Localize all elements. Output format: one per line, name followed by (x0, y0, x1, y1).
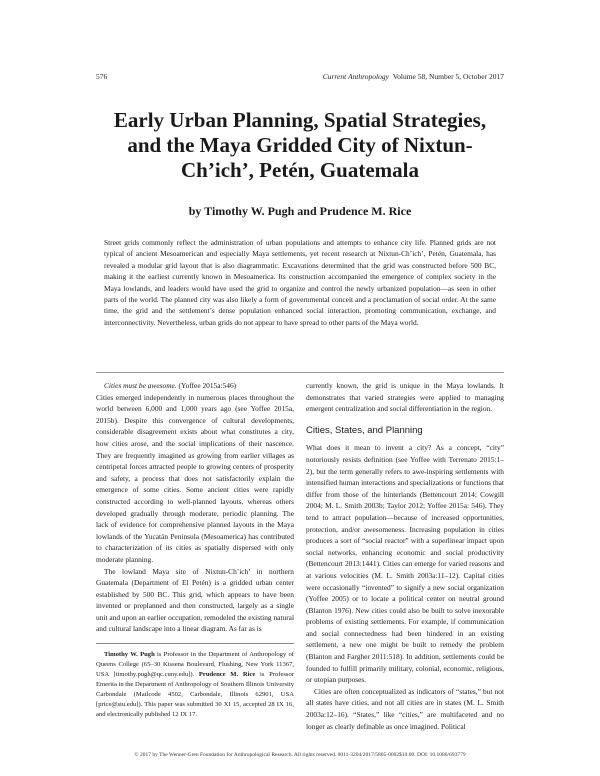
body-paragraph: The lowland Maya site of Nixtun-Ch’ich’ in northern Guatemala (Department of El Petén) is a gridded urban center established by 500 BC. This grid, which appears to have been invented or preplanned and then constructed, largely as a single unit and upon an earlier occupation, remodeled the existing natural and cultural landscape into a linear diagram. As far as is (96, 566, 294, 634)
article-authors: by Timothy W. Pugh and Prudence M. Rice (188, 204, 412, 218)
author-bio (96, 650, 294, 720)
right-column (306, 380, 504, 732)
abstract-divider (96, 372, 504, 373)
bio-text: is Professor in the Department of Anthropology of Queens College (65–30 Kissena Boulevard, Flushing, New York 11367, USA [timothy.pugh@qc.cuny.edu]). (96, 651, 294, 679)
bio-name: Timothy W. Pugh (104, 651, 155, 659)
copyright-footer: © 2017 by The Wenner-Gren Foundation for Anthropological Research. All rights reserved. 0011-3204/2017/5805-0002$10.00. DOI: 10.1086/693779 (134, 752, 466, 758)
epigraph (96, 380, 294, 392)
body-paragraph: Cities are often conceptualized as indicators of “states,” but not all states have cities, and not all cities are in states (M. L. Smith 2003a:12–16). “States,” like “cities,” are multifaceted and no longer as clearly definable as once imagined. Political (306, 686, 504, 731)
epigraph-citation: (Yoffee 2015a:546) (176, 381, 237, 390)
body-paragraph: Cities emerged independently in numerous places throughout the world between 6,000 and 1,000 years ago (see Yoffee 2015a, 2015b). Despite this convergence of cultural developments, considerable disagreement exists about what constitutes a city, how cities arose, and the social implications of their nascence. They are frequently imagined as growing from earlier villages as centripetal forces attracted people to growing centers of prosperity and safety, a process that does not satisfactorily explain the emergence of some cities. Some ancient cities were rapidly constructed according to well-planned layouts, whereas others developed gradually through moderate, periodic planning. The lack of evidence for comprehensive planned layouts in the Maya lowlands of the Yucatán Peninsula (Mesoamerica) has contributed to characterization of its cities as spatially dispersed with only moderate planning. (96, 392, 294, 564)
article-title: Early Urban Planning, Spatial Strategies, and the Maya Gridded City of Nixtun-Ch’ich’, Petén, Guatemala (113, 108, 487, 182)
page-number: 576 (96, 72, 108, 81)
body-paragraph: What does it mean to invent a city? As a concept, “city” notoriously resists definition (see Yoffee with Terrenato 2015:1–2), but the term generally refers to awe-inspiring settlements with intensified human interactions and specializations or functions that differ from those of the hinterlands (Bettencourt 2014; Cowgill 2004; M. L. Smith 2003b; Taylor 2012; Yoffee 2015a: 546). They tend to attract population—because of increased opportunities, protection, and/or awesomeness. Increasing population in cities produces a sort of “social reactor” with a superlinear impact upon social networks, enhancing economic and social productivity (Bettencourt 2013:1441). Cities can emerge for varied reasons and at various velocities (M. L. Smith 2003a:11–12). Capital cities were occasionally “invented” to signify a new social organization (Yoffee 2005) or to locate a political center on neutral ground (Blanton 1976). New cities could also be built to solve inexorable problems of existing settlements. For example, if communication and social connectedness had been hindered in an existing settlement, a new one might be built to remedy the problem (Blanton and Fargher 2011:518). In addition, settlements could be founded to fulfill primarily military, colonial, economic, religious, or utopian purposes. (306, 443, 504, 685)
running-header (96, 72, 504, 84)
journal-issue: Volume 58, Number 5, October 2017 (392, 72, 504, 81)
abstract: Street grids commonly reflect the administration of urban populations and attempts to enhance city life. Planned grids are not typical of ancient Mesoamerican and especially Maya settlements, yet recent research at Nixtun-Ch’ich’, Petén, Guatemala, has revealed a modular grid layout that is also diagrammatic. Excavations determined that the grid was constructed before 500 BC, making it the earliest currently known in Mesoamerica. Its construction accompanied the emergence of complex society in the Maya lowlands, and leaders would have used the grid to organize and control the newly urbanized population—as seen in other parts of the world. The planned city was also likely a form of governmental conceit and a proclamation of social order. At the same time, the grid and the settlement’s dense population enhanced social interaction, promoting communication, exchange, and interconnectivity. Nevertheless, urban grids do not appear to have spread to other parts of the Maya world. (104, 238, 496, 327)
bio-name: Prudence M. Rice (198, 671, 256, 679)
journal-citation (323, 72, 504, 84)
footnote-divider (96, 643, 294, 644)
left-column (96, 380, 294, 720)
bio-text: is Professor Emerita in the Department of Anthropology of Southern Illinois University Carbondale (Mailcode 4502, Carbondale, Illinois 62901, USA [price@siu.edu]). This paper was submitted 30 XI 15, accepted 28 IX 16, and electronically published 12 IX 17. (96, 671, 294, 719)
epigraph-text: Cities must be awesome. (104, 381, 177, 390)
journal-name: Current Anthropology (322, 72, 389, 81)
body-paragraph: currently known, the grid is unique in the Maya lowlands. It demonstrates that varied strategies were applied to managing emergent centralization and social differentiation in the region. (306, 381, 504, 414)
section-heading: Cities, States, and Planning (306, 424, 423, 436)
